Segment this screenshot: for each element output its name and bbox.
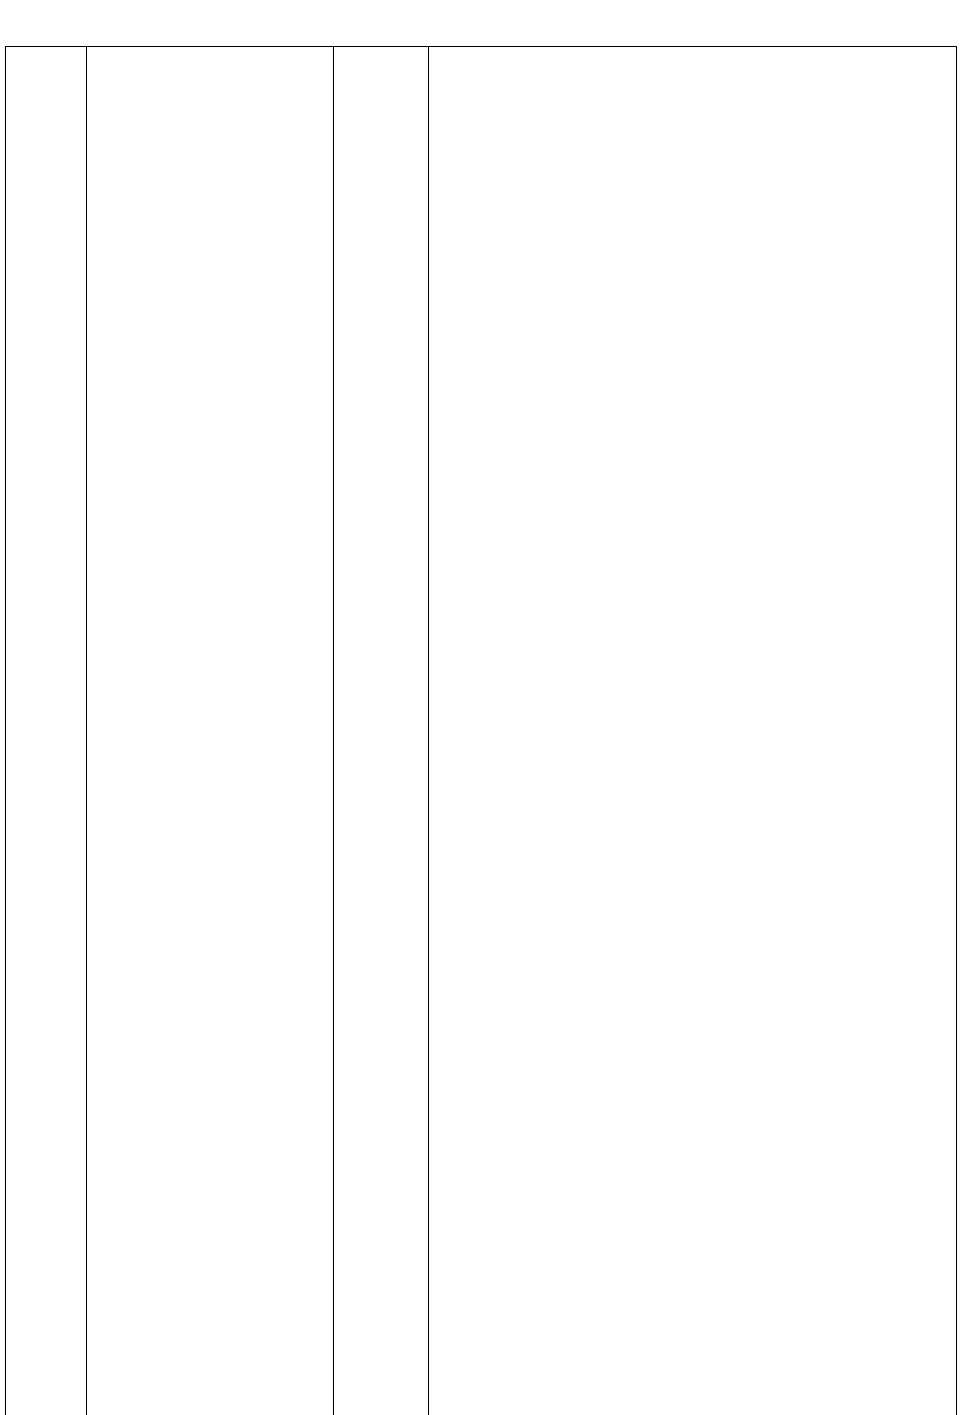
catalog-table (5, 46, 957, 1415)
column-divider-collector (333, 46, 334, 1415)
column-divider-language (428, 46, 429, 1415)
column-divider-number (86, 46, 87, 1415)
